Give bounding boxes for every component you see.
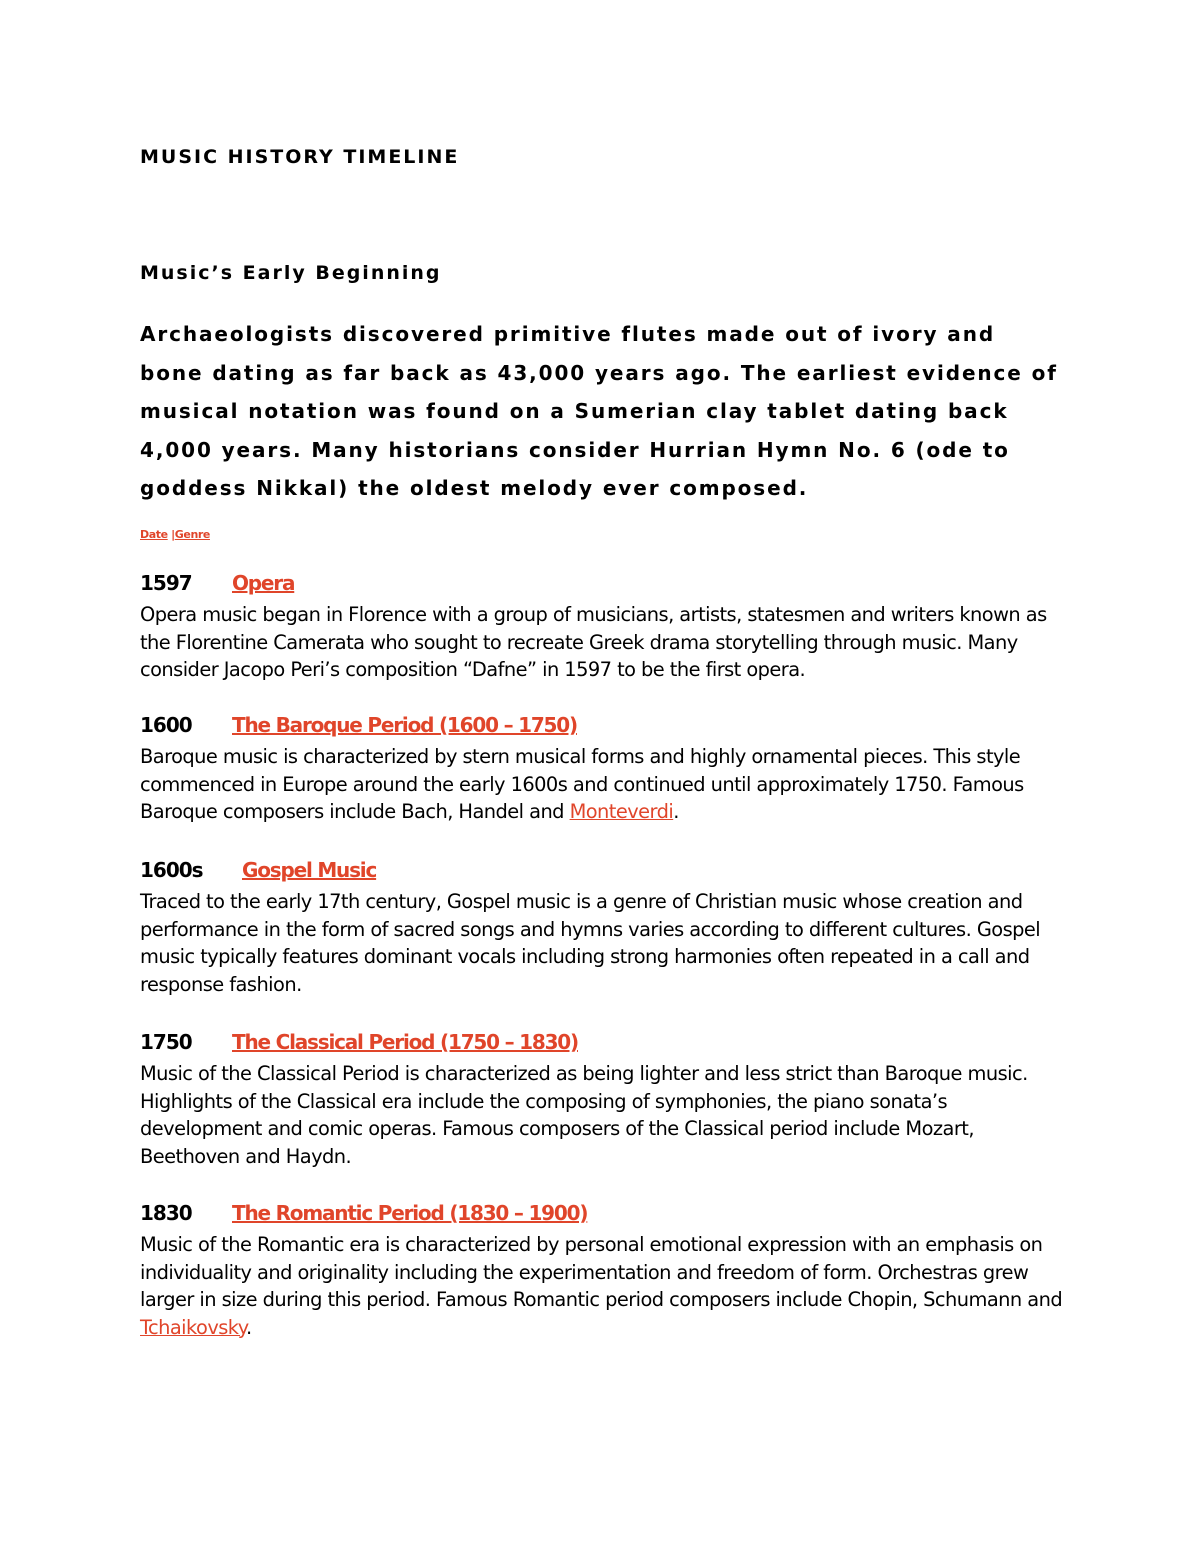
section-heading: Music’s Early Beginning	[140, 262, 442, 284]
genre-link-romantic[interactable]: The Romantic Period (1830 – 1900)	[232, 1201, 588, 1225]
entry-head	[140, 571, 1065, 601]
entry-description-tail: .	[245, 1315, 252, 1339]
entry-year: 1830	[140, 1201, 192, 1225]
timeline-entry-1750	[140, 1030, 1065, 1170]
column-header	[140, 528, 210, 541]
timeline-entry-1600s	[140, 858, 1065, 998]
entry-year: 1600s	[140, 858, 203, 882]
document-title: MUSIC HISTORY TIMELINE	[140, 146, 460, 168]
composer-link-tchaikovsky[interactable]: Tchaikovsky	[140, 1315, 246, 1339]
entry-description-tail: .	[673, 800, 679, 823]
composer-link-monteverdi[interactable]: Monteverdi	[569, 800, 674, 823]
entry-description-text: Baroque music is characterized by stern musical forms and highly ornamental pieces. This style commenced in Europe around the early 1600s and continued until approximately 1750. Famous Baroque composers include Bach, Handel and	[140, 745, 1024, 823]
entry-description: Opera music began in Florence with a group of musicians, artists, statesmen and writers known as the Florentine Camerata who sought to recreate Greek drama storytelling through music. Many consider Jacopo Peri’s composition “Dafne” in 1597 to be the first opera.	[140, 603, 1047, 681]
entry-description	[140, 1231, 1065, 1341]
timeline-entry-1597	[140, 571, 1065, 684]
genre-link-classical[interactable]: The Classical Period (1750 – 1830)	[232, 1030, 578, 1054]
entry-head	[140, 1201, 1065, 1231]
entry-head	[140, 713, 1065, 743]
entry-year: 1750	[140, 1030, 192, 1054]
timeline-entry-1600	[140, 713, 1065, 826]
intro-paragraph: Archaeologists discovered primitive flutes made out of ivory and bone dating as far back as 43,000 years ago. The earliest evidence of musical notation was found on a Sumerian clay tablet dating back 4,000 years. Many historians consider Hurrian Hymn No. 6 (ode to goddess Nikkal) the oldest melody ever composed.	[140, 322, 1058, 500]
genre-link-opera[interactable]: Opera	[232, 571, 295, 595]
date-column-link[interactable]: Date	[140, 528, 168, 541]
column-separator: |	[171, 528, 175, 541]
entry-description: Traced to the early 17th century, Gospel music is a genre of Christian music whose creation and performance in the form of sacred songs and hymns varies according to different cultures. Gospel music typically features dominant vocals including strong harmonies often repeated in a call and response fashion.	[140, 890, 1041, 996]
entry-year: 1597	[140, 571, 192, 595]
entry-year: 1600	[140, 713, 192, 737]
entry-head	[140, 858, 1065, 888]
timeline-entry-1830	[140, 1201, 1065, 1341]
entry-description-text: Music of the Romantic era is characterized by personal emotional expression with an emphasis on individuality and originality including the experimentation and freedom of form. Orchestras grew larger in size during this period. Famous Romantic period composers include Chopin, Schumann and	[140, 1233, 1063, 1311]
entry-head	[140, 1030, 1065, 1060]
entry-description	[140, 743, 1065, 826]
genre-link-gospel[interactable]: Gospel Music	[242, 858, 377, 882]
entry-description: Music of the Classical Period is characterized as being lighter and less strict than Baroque music. Highlights of the Classical era include the composing of symphonies, the piano sonata’s development and comic operas. Famous composers of the Classical period include Mozart, Beethoven and Haydn.	[140, 1062, 1028, 1168]
genre-column-link[interactable]: Genre	[174, 528, 210, 541]
genre-link-baroque[interactable]: The Baroque Period (1600 – 1750)	[232, 713, 577, 737]
